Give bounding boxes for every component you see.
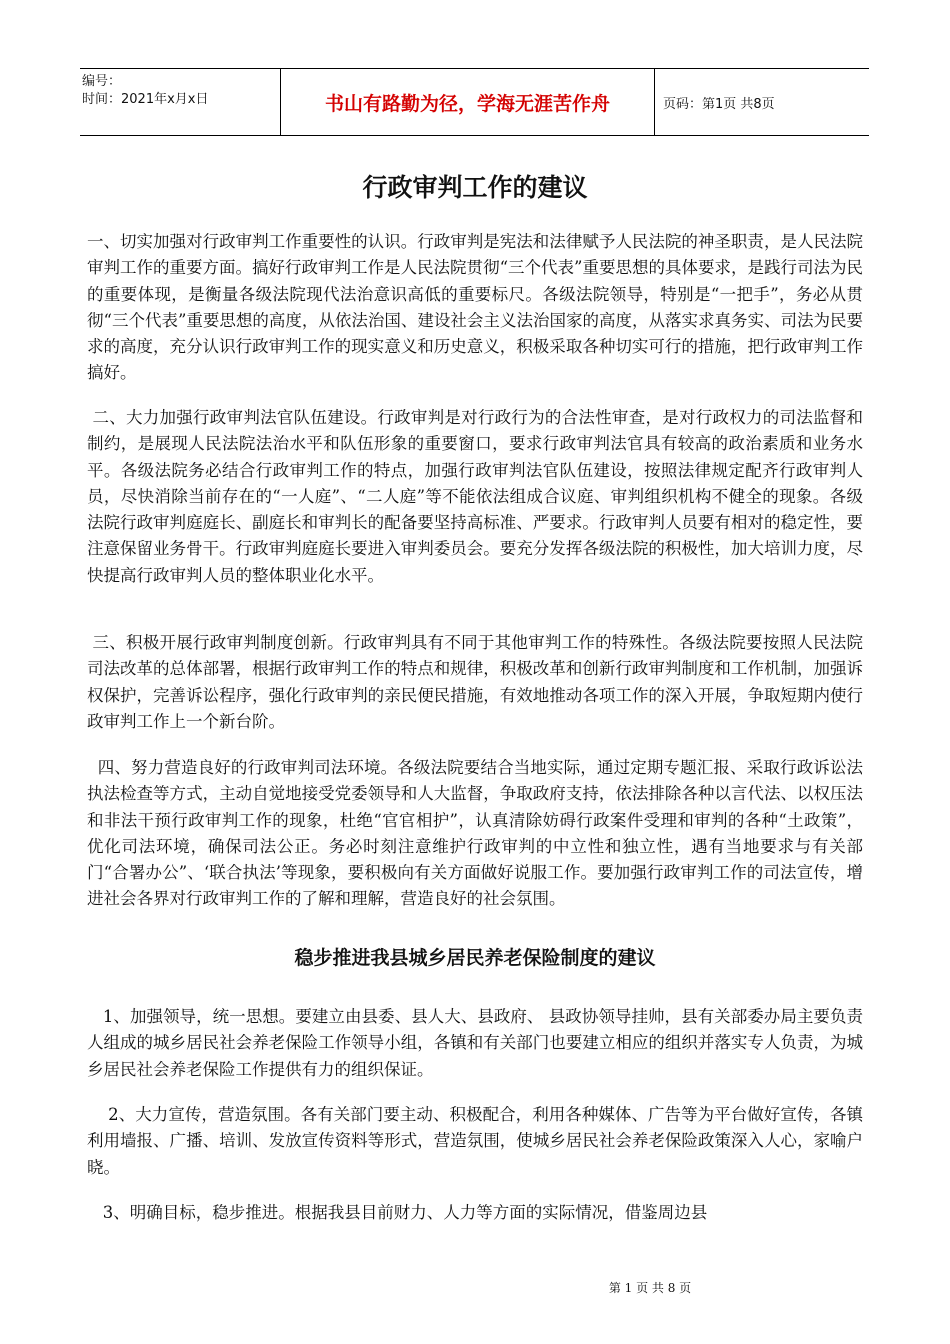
sub-paragraph-2: 2、大力宣传，营造氛围。各有关部门要主动、积极配合，利用各种媒体、广告等为平台做好宣传，各镇利用墙报、广播、培训、发放宣传资料等形式，营造氛围，使城乡居民社会养老保险政策深入人心，家喻户晓。 [87,1105,864,1177]
header-info-cell [80,69,280,135]
header-page-info: 页码：第1页 共8页 [663,96,775,112]
paragraph-4: 四、努力营造良好的行政审判司法环境。各级法院要结合当地实际，通过定期专题汇报、采取行政诉讼法执法检查等方式，主动自觉地接受党委领导和人大监督，争取政府支持，依法排除各种以言代法、以权压法和非法干预行政审判工作的现象，杜绝“官官相护”，认真清除妨碍行政案件受理和审判的各种“土政策”，优化司法环境，确保司法公正。务必时刻注意维护行政审判的中立性和独立性，遇有当地要求与有关部门“合署办公”、‘联合执法’等现象，要积极向有关方面做好说服工作。要加强行政审判工作的司法宣传，增进社会各界对行政审判工作的了解和理解，营造良好的社会氛围。 [87,758,864,909]
page-footer: 第 1 页 共 8 页 [608,1281,692,1295]
section-subtitle: 稳步推进我县城乡居民养老保险制度的建议 [294,947,656,969]
header-motto: 书山有路勤为径，学海无涯苦作舟 [280,69,655,135]
document-date-label: 时间：2021年x月x日 [82,92,209,107]
document-title: 行政审判工作的建议 [362,173,588,202]
document-number-label: 编号： [82,74,122,89]
paragraph-2: 二、大力加强行政审判法官队伍建设。行政审判是对行政行为的合法性审查，是对行政权力的司法监督和制约，是展现人民法院法治水平和队伍形象的重要窗口，要求行政审判法官具有较高的政治素质和业务水平。各级法院务必结合行政审判工作的特点，加强行政审判法官队伍建设，按照法律规定配齐行政审判人员，尽快消除当前存在的“一人庭”、“二人庭”等不能依法组成合议庭、审判组织机构不健全的现象。各级法院行政审判庭庭长、副庭长和审判长的配备要坚持高标准、严要求。行政审判人员要有相对的稳定性，要注意保留业务骨干。行政审判庭庭长要进入审判委员会。要充分发挥各级法院的积极性，加大培训力度，尽快提高行政审判人员的整体职业化水平。 [87,408,864,585]
paragraph-3: 三、积极开展行政审判制度创新。行政审判具有不同于其他审判工作的特殊性。各级法院要按照人民法院司法改革的总体部署，根据行政审判工作的特点和规律，积极改革和创新行政审判制度和工作机制，加强诉权保护，完善诉讼程序，强化行政审判的亲民便民措施，有效地推动各项工作的深入开展，争取短期内使行政审判工作上一个新台阶。 [87,633,864,731]
document-header [80,68,869,136]
sub-paragraph-1: 1、加强领导，统一思想。要建立由县委、县人大、县政府、 县政协领导挂帅，县有关部委办局主要负责人组成的城乡居民社会养老保险工作领导小组，各镇和有关部门也要建立相应的组织并落实专人负责，为城乡居民社会养老保险工作提供有力的组织保证。 [87,1007,863,1079]
sub-paragraph-3: 3、明确目标，稳步推进。根据我县目前财力、人力等方面的实际情况，借鉴周边县 [87,1203,708,1222]
paragraph-1: 一、切实加强对行政审判工作重要性的认识。行政审判是宪法和法律赋予人民法院的神圣职责，是人民法院审判工作的重要方面。搞好行政审判工作是人民法院贯彻“三个代表”重要思想的具体要求，是践行司法为民的重要体现，是衡量各级法院现代法治意识高低的重要标尺。各级法院领导，特别是“一把手”，务必从贯彻“三个代表”重要思想的高度，从依法治国、建设社会主义法治国家的高度，从落实求真务实、司法为民要求的高度，充分认识行政审判工作的现实意义和历史意义，积极采取各种切实可行的措施，把行政审判工作搞好。 [87,232,863,383]
